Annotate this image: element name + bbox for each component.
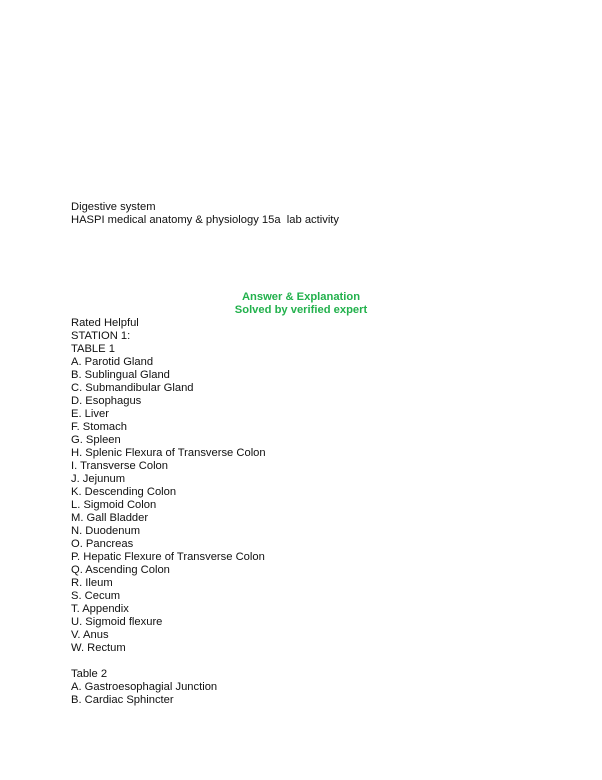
verified-expert-label: Solved by verified expert	[234, 304, 368, 316]
table2-section	[71, 668, 217, 707]
list-item: P. Hepatic Flexure of Transverse Colon	[71, 551, 265, 563]
answer-body	[71, 317, 266, 655]
table1-heading: TABLE 1	[71, 343, 115, 355]
list-item: B. Sublingual Gland	[71, 369, 170, 381]
list-item: J. Jejunum	[71, 473, 126, 485]
list-item: C. Submandibular Gland	[71, 382, 194, 394]
list-item: B. Cardiac Sphincter	[71, 694, 174, 706]
list-item: F. Stomach	[71, 421, 127, 433]
list-item: E. Liver	[71, 408, 109, 420]
document-title: Digestive system	[71, 201, 156, 213]
list-item: L. Sigmoid Colon	[71, 499, 157, 511]
station-heading: STATION 1:	[71, 330, 131, 342]
list-item: R. Ileum	[71, 577, 113, 589]
list-item: G. Spleen	[71, 434, 121, 446]
rated-helpful-label: Rated Helpful	[71, 317, 139, 329]
answer-explanation-heading: Answer & Explanation	[241, 291, 361, 303]
list-item: H. Splenic Flexura of Transverse Colon	[71, 447, 266, 459]
list-item: N. Duodenum	[71, 525, 141, 537]
list-item: W. Rectum	[71, 642, 126, 654]
list-item: S. Cecum	[71, 590, 121, 602]
list-item: D. Esophagus	[71, 395, 142, 407]
list-item: U. Sigmoid flexure	[71, 616, 163, 628]
list-item: A. Gastroesophagial Junction	[71, 681, 218, 693]
list-item: T. Appendix	[71, 603, 129, 615]
list-item: K. Descending Colon	[71, 486, 177, 498]
table2-heading: Table 2	[71, 668, 108, 680]
list-item: M. Gall Bladder	[71, 512, 149, 524]
list-item: A. Parotid Gland	[71, 356, 154, 368]
list-item: V. Anus	[71, 629, 109, 641]
list-item: O. Pancreas	[71, 538, 134, 550]
document-subtitle: HASPI medical anatomy & physiology 15a lab activity	[71, 214, 340, 226]
list-item: I. Transverse Colon	[71, 460, 168, 472]
list-item: Q. Ascending Colon	[71, 564, 170, 576]
